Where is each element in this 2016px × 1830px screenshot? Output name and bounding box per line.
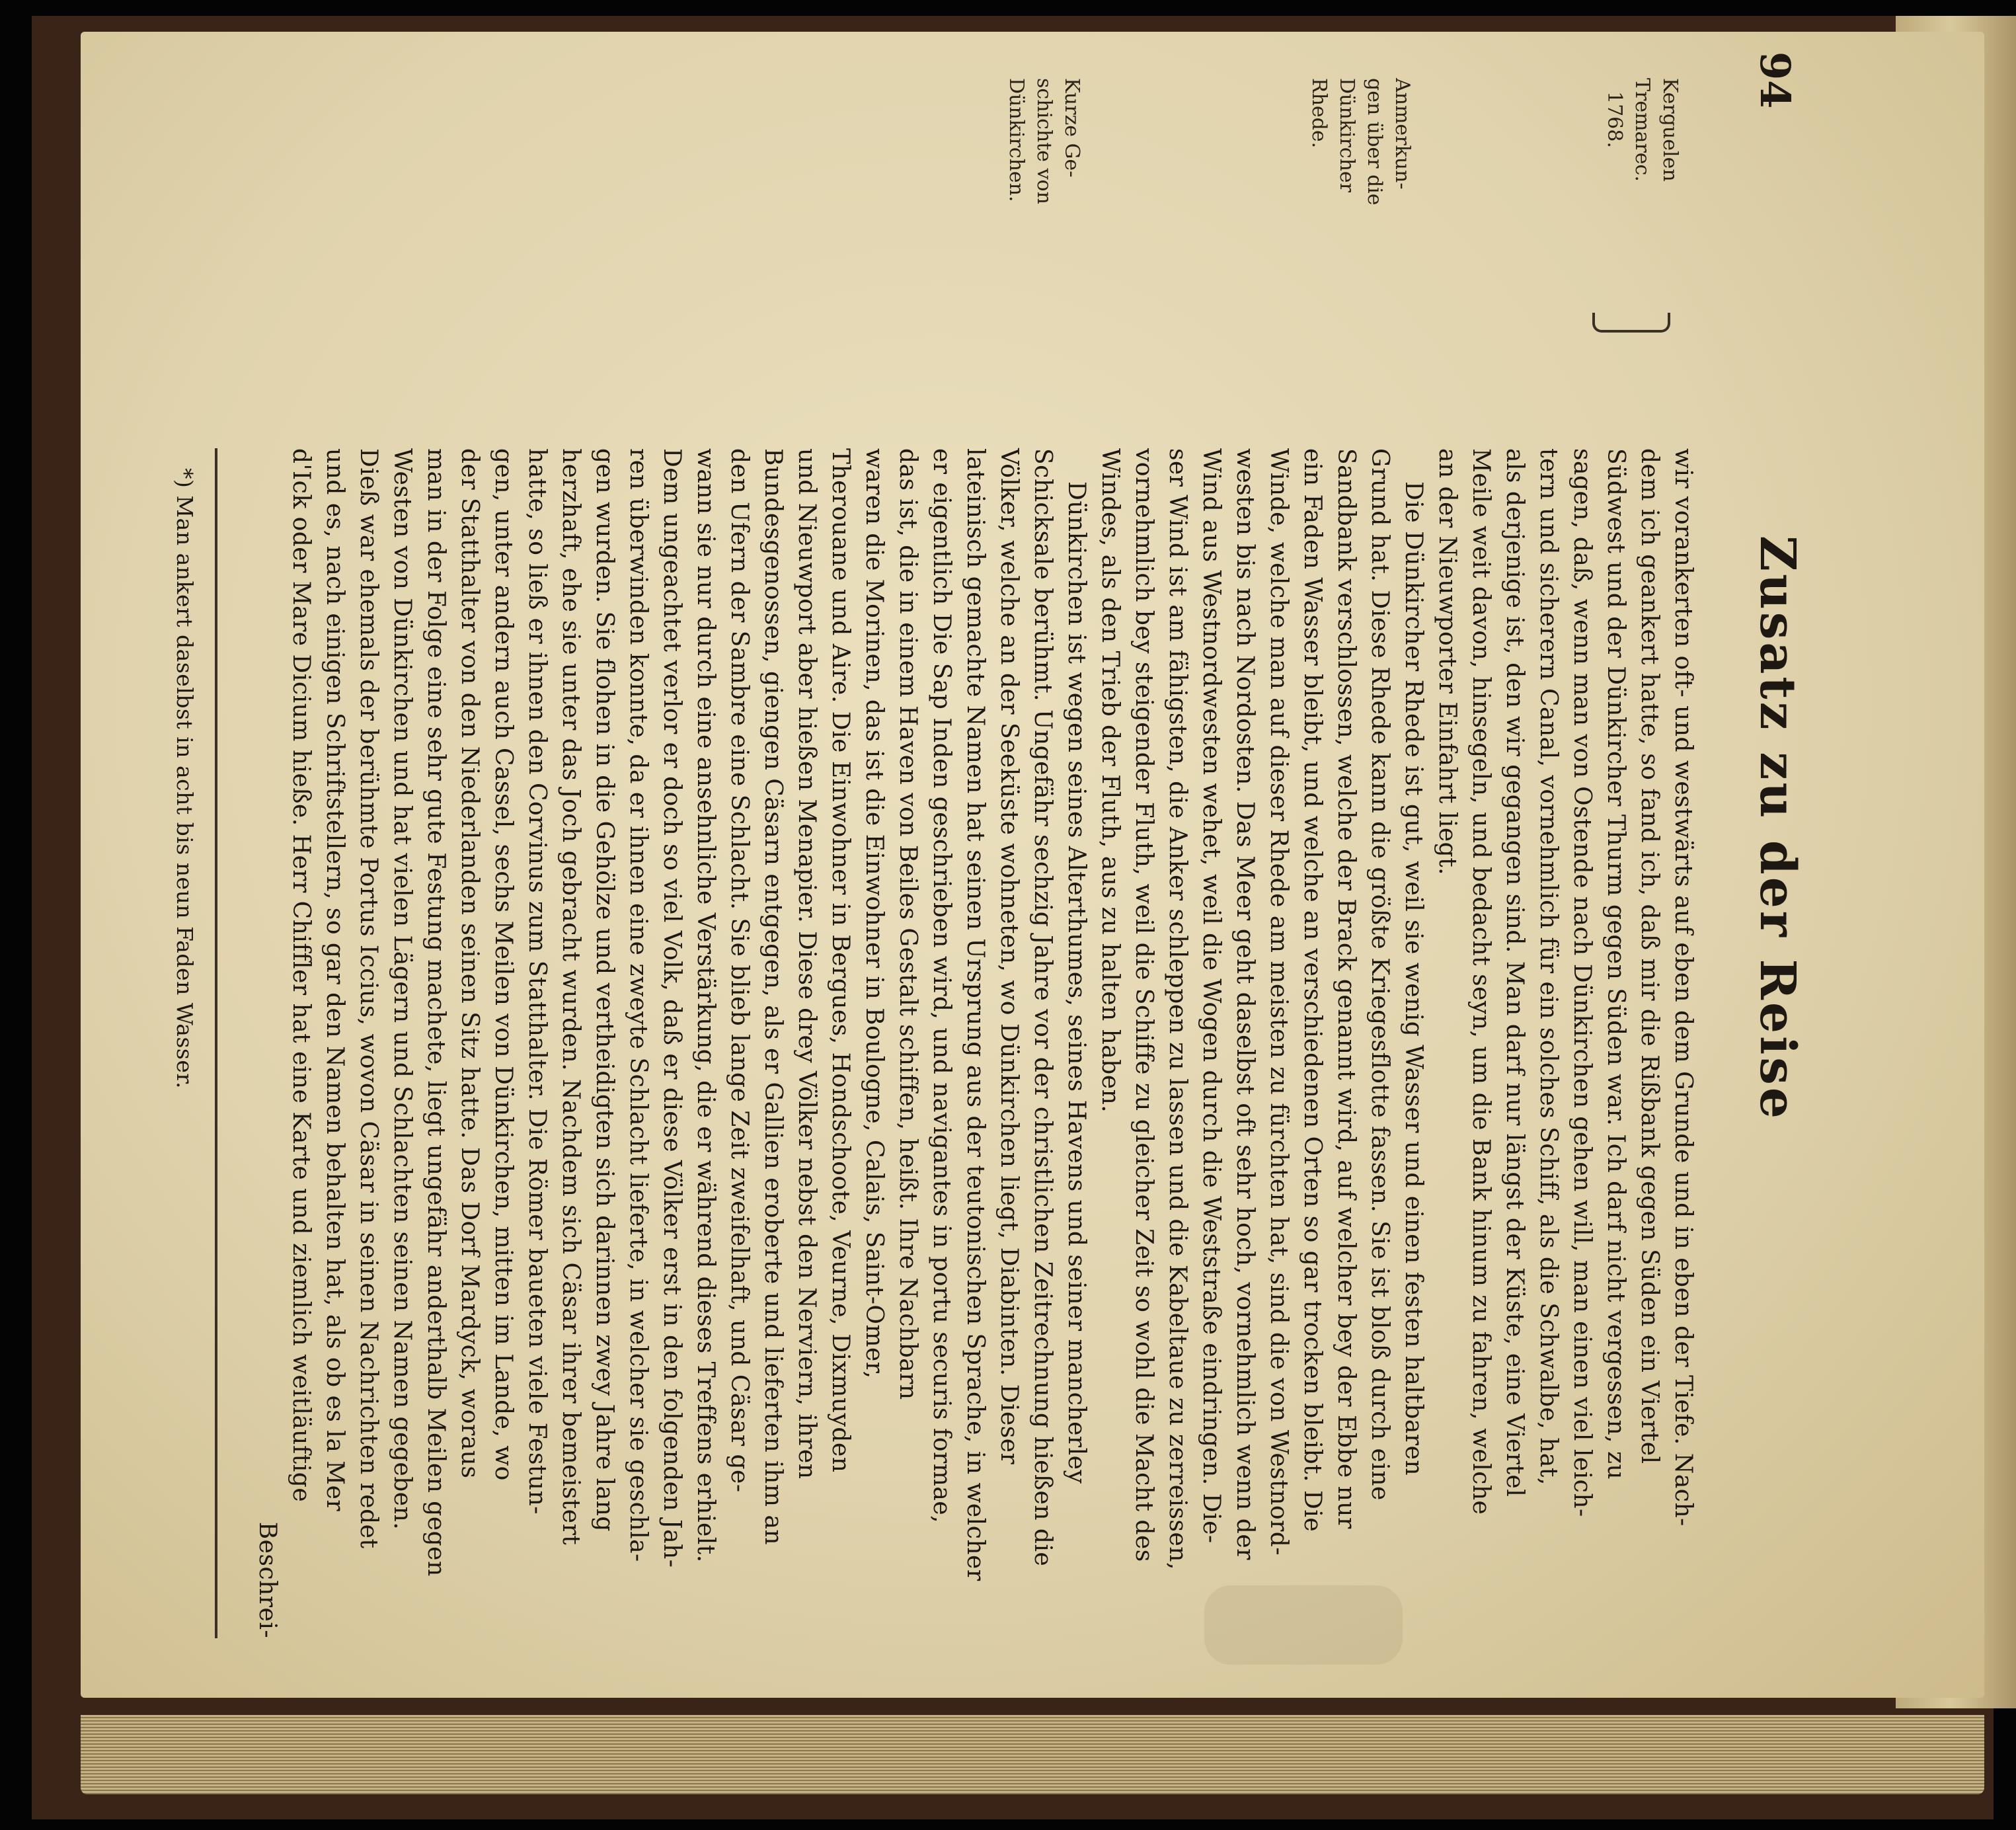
- body-line: den Ufern der Sambre eine Schlacht. Sie blieb lange Zeit zweifelhaft, und Cäsar ge-: [726, 448, 753, 1493]
- body-line: wir vorankerten oft- und westwärts auf eben dem Grunde und in eben der Tiefe. Nach-: [1670, 448, 1697, 1527]
- sidenote-line: schichte von: [1032, 78, 1056, 204]
- body-line: Therouane und Aire. Die Einwohner in Bergues, Hondschoote, Veurne, Dixmuyden: [827, 448, 854, 1473]
- body-line: Dünkirchen ist wegen seines Alterthumes, seines Havens und seiner mancherley: [1063, 481, 1090, 1484]
- body-line: Südwest und der Dünkircher Thurm gegen Süden war. Ich darf nicht vergessen, zu: [1602, 448, 1629, 1480]
- sidenote-geschichte: [1002, 78, 1085, 356]
- body-line: das ist, die in einem Haven von Beiles Gestalt schiffen, heißt. Ihre Nachbarn: [894, 448, 921, 1400]
- sidenote-line: Rhede.: [1307, 78, 1331, 149]
- body-line: westen bis nach Nordosten. Das Meer geht daselbst oft sehr hoch, vornehmlich wenn der: [1231, 448, 1259, 1560]
- body-line: Windes, als den Trieb der Fluth, aus zu halten haben.: [1097, 448, 1124, 1113]
- body-line: an der Nieuwporter Einfahrt liegt.: [1434, 448, 1461, 876]
- sidenote-line: gen über die: [1363, 78, 1386, 206]
- body-line: lateinisch gemachte Namen hat seinen Ursprung aus der teutonischen Sprache, in welcher: [962, 448, 989, 1581]
- body-line: er eigentlich Die Sap Inden geschrieben wird, und navigantes in portu securis formae,: [928, 448, 955, 1524]
- body-line: Bundesgenossen, giengen Cäsarn entgegen, als er Gallien eroberte und lieferten ihm an: [759, 448, 787, 1546]
- body-line: herzhaft, ehe sie unter das Joch gebracht wurden. Nachdem sich Cäsar ihrer bemeistert: [557, 448, 584, 1546]
- sidenote-line: Anmerkun-: [1391, 78, 1414, 190]
- sidenote-rhede: [1305, 78, 1416, 356]
- body-line: ren überwinden konnte, da er ihnen eine zweyte Schlacht lieferte, in welcher sie geschla-: [625, 448, 652, 1562]
- body-line: gen wurden. Sie flohen in die Gehölze und vertheidigten sich darinnen zwey Jahre lang: [591, 448, 618, 1532]
- body-line: sagen, daß, wenn man von Ostende nach Dünkirchen gehen will, man einen viel leich-: [1569, 448, 1596, 1517]
- body-line: waren die Morinen, das ist die Einwohner in Boulogne, Calais, Saint-Omer,: [861, 448, 888, 1379]
- sidenote-line: Tremarec.: [1631, 78, 1654, 182]
- body-line: hatte, so ließ er ihnen den Corvinus zum Statthalter. Die Römer baueten viele Festun-: [523, 448, 551, 1515]
- body-line: tern und sicherern Canal, vornehmlich für ein solches Schiff, als die Schwalbe, hat,: [1535, 448, 1562, 1486]
- book-page: [81, 32, 1984, 1698]
- sidenote-line: Dünkircher: [1335, 78, 1358, 193]
- sidenote-line: Dünkirchen.: [1005, 78, 1028, 202]
- body-line: Wind aus Westnordwesten wehet, weil die Wogen durch die Weststraße eindringen. Die-: [1198, 448, 1225, 1544]
- footnote-rule: [215, 448, 217, 1638]
- body-line: der Statthalter von den Niederlanden seinen Sitz hatte. Das Dorf Mardyck, woraus: [456, 448, 483, 1479]
- catchword: Beschrei-: [254, 1521, 281, 1638]
- body-line: Völker, welche an der Seeküste wohneten, wo Dünkirchen liegt, Diabinten. Dieser: [995, 448, 1023, 1465]
- body-line: dem ich geankert hatte, so fand ich, daß mir die Rißbank gegen Süden ein Viertel: [1636, 448, 1663, 1464]
- body-line: d'Ick oder Mare Dicium hieße. Herr Chiffler hat eine Karte und ziemlich weitläuftige: [288, 448, 315, 1503]
- sidenote-line: Kerguelen: [1658, 78, 1682, 182]
- body-line: vornehmlich bey steigender Fluth, weil die Schiffe zu gleicher Zeit so wohl die Macht des: [1130, 448, 1157, 1562]
- body-line: und Nieuwport aber hießen Menapier. Diese drey Völker nebst den Nerviern, ihren: [793, 448, 820, 1480]
- body-line: Meile weit davon, hinsegeln, und bedacht seyn, um die Bank hinum zu fahren, welche: [1467, 448, 1494, 1515]
- body-line: man in der Folge eine sehr gute Festung machete, liegt ungefähr anderthalb Meilen gegen: [422, 448, 449, 1577]
- body-line: Die Dünkircher Rhede ist gut, weil sie wenig Wasser und einen festen haltbaren: [1400, 481, 1427, 1476]
- book: [32, 16, 1994, 1819]
- running-head: Zusatz zu der Reise: [1749, 536, 1806, 1121]
- sidenote-line: Kurze Ge-: [1060, 78, 1083, 178]
- body-line: Winde, welche man auf dieser Rhede am meisten zu fürchten hat, sind die von Westnord-: [1265, 448, 1292, 1556]
- body-line: Dem ungeachtet verlor er doch so viel Volk, daß er diese Völker erst in den folgenden Jah-: [658, 448, 685, 1568]
- body-line: und es, nach einigen Schriftstellern, so gar den Namen behalten hat, als ob es la Mer: [321, 448, 348, 1512]
- body-line: ein Faden Wasser bleibt, und welche an verschiedenen Orten so gar trocken bleibt. Die: [1299, 448, 1326, 1532]
- body-line: Dieß war ehemals der berühmte Portus Iccius, wovon Cäsar in seinen Nachrichten redet: [355, 448, 382, 1549]
- rotated-page-content: [172, 52, 1812, 1638]
- footnote-line: *) Man ankert daselbst in acht bis neun Faden Wasser.: [172, 468, 198, 1090]
- sidenote-line: 1768.: [1603, 91, 1626, 148]
- body-line: gen, unter andern auch Cassel, sechs Meilen von Dünkirchen, mitten im Lande, wo: [490, 448, 517, 1481]
- body-line: Westen von Dünkirchen und hat vielen Lägern und Schlachten seinen Namen gegeben.: [389, 448, 416, 1531]
- sidenote-brace: [1592, 313, 1670, 333]
- body-line: Schicksale berühmt. Ungefähr sechzig Jahre vor der christlichen Zeitrechnung hießen die: [1029, 448, 1056, 1567]
- footnote: [168, 448, 202, 1698]
- body-line: als derjenige ist, den wir gegangen sind. Man darf nur längst der Küste, eine Viertel: [1501, 448, 1528, 1497]
- body-line: ser Wind ist am fähigsten, die Anker schleppen zu lassen und die Kabeltaue zu zerreissen,: [1164, 448, 1191, 1570]
- page-number: 94: [1751, 52, 1799, 109]
- body-column: [168, 448, 1700, 1698]
- page-header: [1713, 52, 1812, 1605]
- body-line: wann sie nur durch eine ansehnliche Verstärkung, die er während dieses Treffens erhielt.: [692, 448, 719, 1563]
- body-line: Grund hat. Diese Rhede kann die größte Kriegesflotte fassen. Sie ist bloß durch eine: [1366, 448, 1393, 1501]
- body-line: Sandbank verschlossen, welche der Brack genannt wird, auf welcher bey der Ebbe nur: [1333, 448, 1360, 1529]
- page-edges: [81, 1715, 1984, 1794]
